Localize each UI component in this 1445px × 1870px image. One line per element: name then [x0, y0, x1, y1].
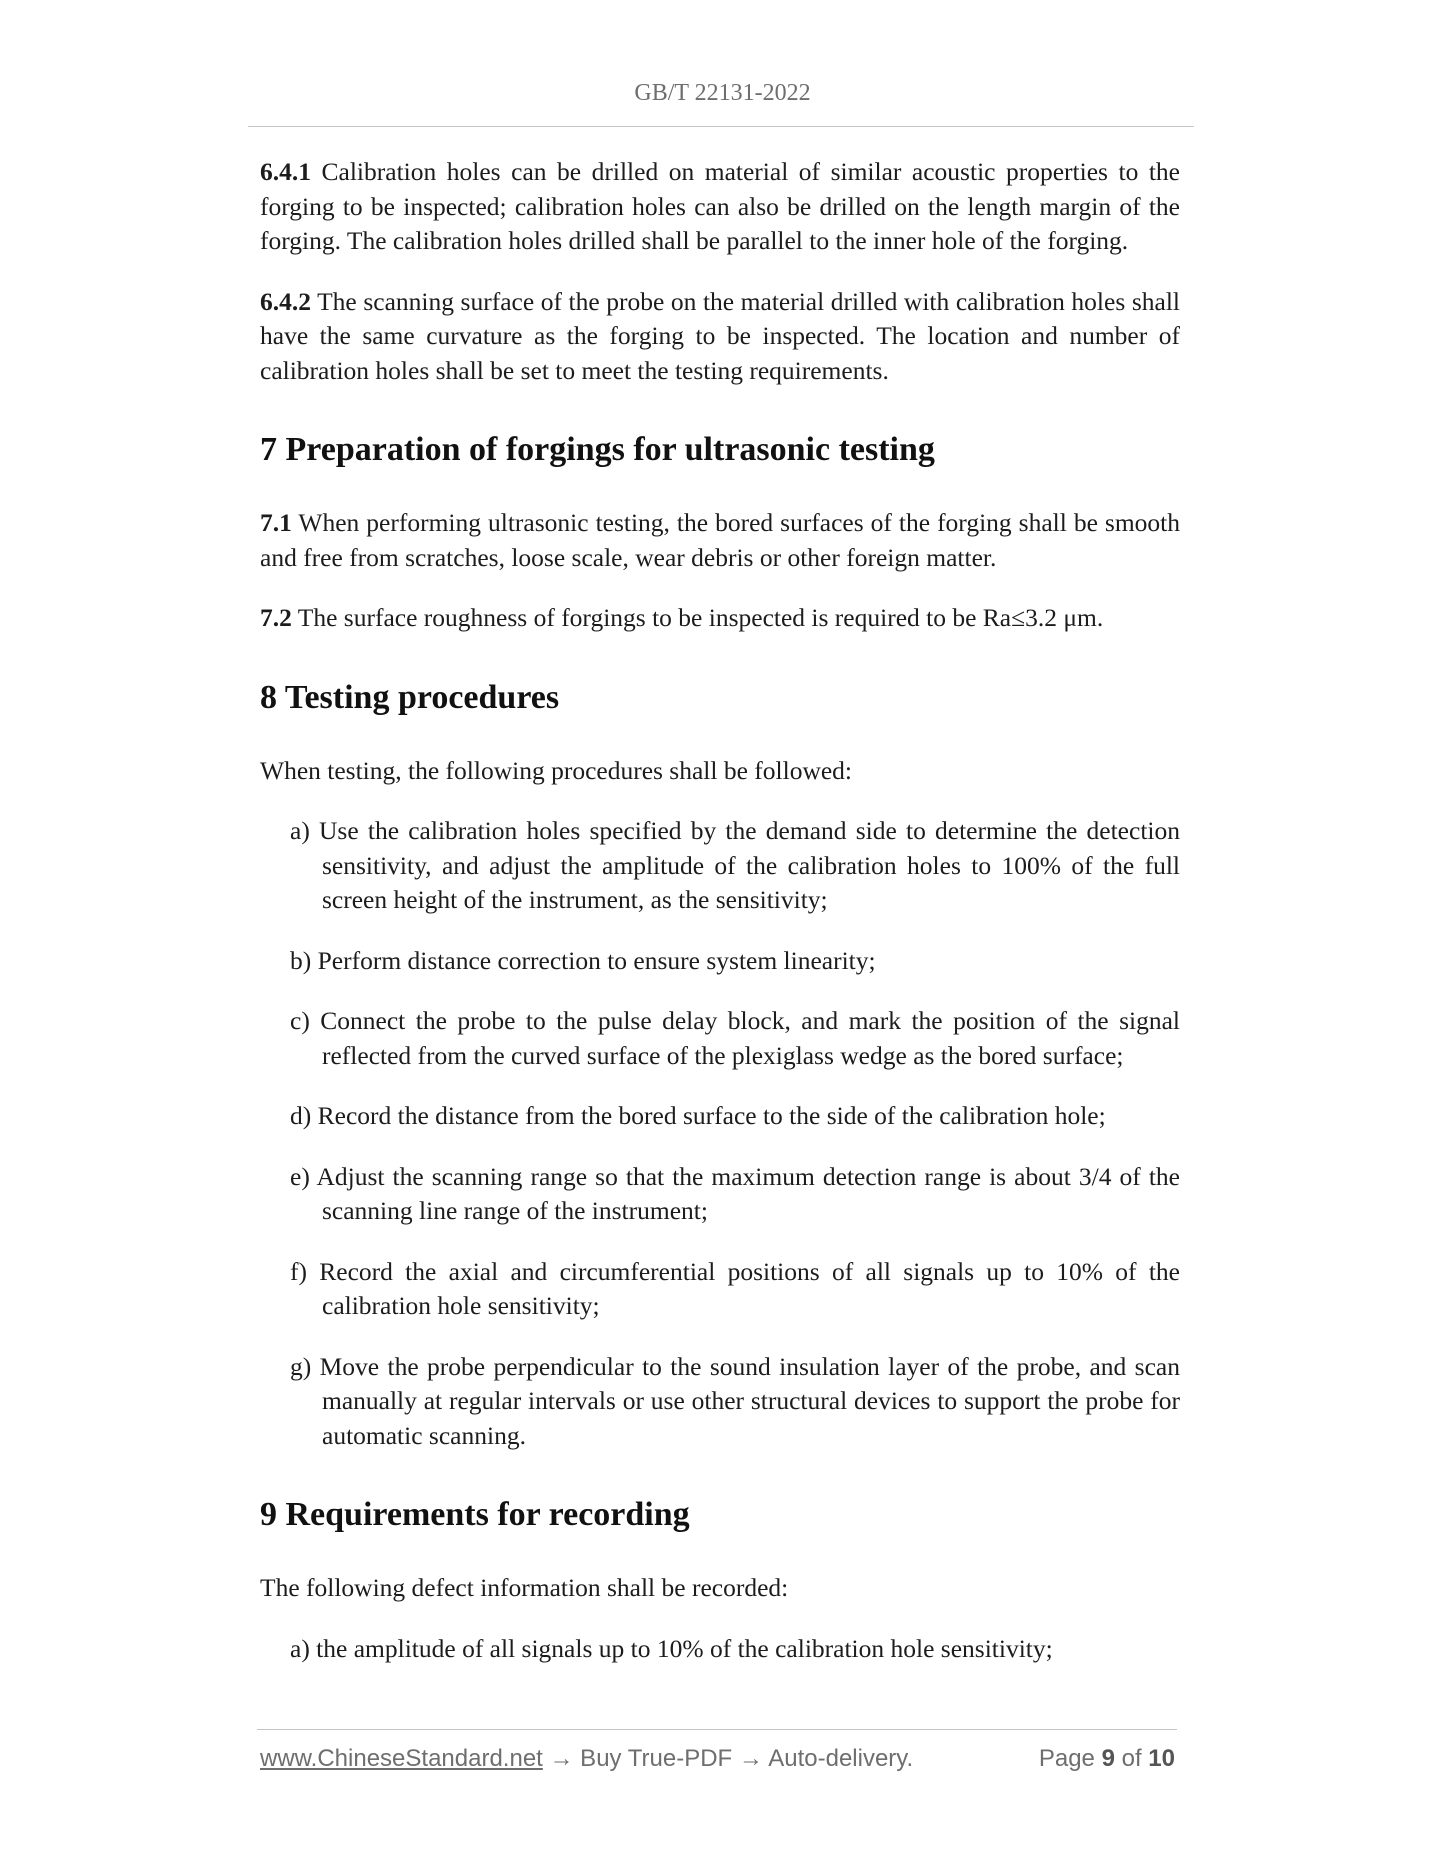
list-item: c) Connect the probe to the pulse delay block, and mark the position of the signal reflected from the curved surface of the plexiglass wedge as the bored surface; — [290, 1006, 1180, 1070]
clause-6-4-2 — [260, 285, 1180, 389]
clause-text: Calibration holes can be drilled on material of similar acoustic properties to the forging to be inspected; calibration holes can also be drilled on the length margin of the forging. The calibration holes drilled shall be parallel to the inner hole of the forging. — [260, 157, 1180, 255]
list-item: d) Record the distance from the bored surface to the side of the calibration hole; — [290, 1101, 1106, 1130]
list-item: a) the amplitude of all signals up to 10% of the calibration hole sensitivity; — [290, 1633, 1053, 1663]
clause-number: 7.1 — [260, 508, 292, 537]
clause-7-1 — [260, 506, 1180, 575]
clause-text: When performing ultrasonic testing, the bored surfaces of the forging shall be smooth and free from scratches, loose scale, wear debris or other foreign matter. — [260, 508, 1180, 572]
header-divider — [248, 126, 1194, 127]
section-9-intro: The following defect information shall be recorded: — [260, 1573, 789, 1602]
footer-divider — [257, 1729, 1177, 1730]
clause-number: 6.4.1 — [260, 157, 311, 186]
header-title: GB/T 22131-2022 — [634, 80, 811, 106]
clause-text: The surface roughness of forgings to be inspected is required to be Ra≤3.2 μm. — [291, 603, 1104, 632]
footer-promo — [260, 1745, 913, 1773]
section-heading-7: 7 Preparation of forgings for ultrasonic testing — [260, 431, 935, 468]
footer-tagline: → Buy True-PDF → Auto-delivery. — [542, 1745, 914, 1772]
list-item: a) Use the calibration holes specified by the demand side to determine the detection sensitivity, and adjust the amplitude of the calibration holes to 100% of the full screen height of the instrument, as the sensitivity; — [290, 816, 1180, 914]
clause-number: 7.2 — [260, 603, 292, 632]
website-link[interactable]: www.ChineseStandard.net — [260, 1745, 543, 1772]
clause-7-2 — [260, 601, 1180, 636]
list-item: g) Move the probe perpendicular to the sound insulation layer of the probe, and scan manually at regular intervals or use other structural devices to support the probe for automatic scanning. — [290, 1351, 1180, 1450]
of-label: of — [1121, 1745, 1142, 1772]
page-number: 9 — [1101, 1745, 1115, 1772]
page-content — [260, 155, 1180, 1692]
clause-text: The scanning surface of the probe on the material drilled with calibration holes shall have the same curvature as the forging to be inspected. The location and number of calibration holes shall be set to meet the testing requirements. — [260, 286, 1180, 385]
list-item: b) Perform distance correction to ensure system linearity; — [290, 945, 876, 975]
clause-6-4-1 — [260, 155, 1180, 259]
page-indicator — [1039, 1745, 1175, 1773]
list-item: e) Adjust the scanning range so that the maximum detection range is about 3/4 of the scanning line range of the instrument; — [290, 1161, 1180, 1225]
section-8-intro: When testing, the following procedures shall be followed: — [260, 755, 853, 785]
section-heading-8: 8 Testing procedures — [260, 678, 560, 716]
page-label: Page — [1038, 1745, 1095, 1772]
clause-number: 6.4.2 — [260, 286, 311, 316]
section-heading-9: 9 Requirements for recording — [260, 1496, 690, 1533]
page-total: 10 — [1148, 1745, 1175, 1772]
list-item: f) Record the axial and circumferential positions of all signals up to 10% of the calibration hole sensitivity; — [290, 1256, 1180, 1320]
page-footer — [260, 1745, 1175, 1777]
